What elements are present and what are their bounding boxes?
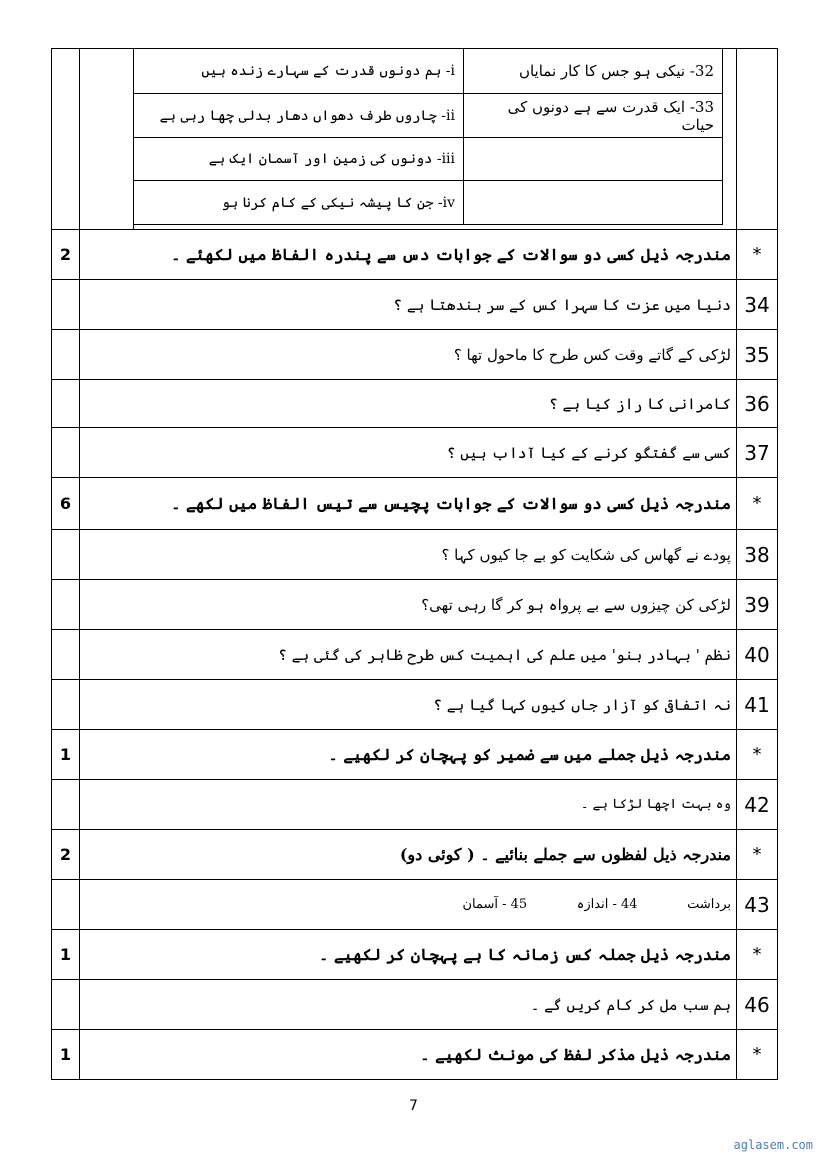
row-q34: دنیا میں عزت کا سہرا کس کے سر بندھتا ہے ؟ 34 — [52, 279, 777, 329]
match-left-1: i- ہم دونوں قدرت کے سہارے زندہ ہیں — [134, 49, 464, 94]
question-table — [51, 48, 778, 1080]
row-q38: پودے نے گھاس کی شکایت کو بے جا کیوں کہا ؟ 38 — [52, 529, 777, 579]
row-q42: وہ بہت اچھا لڑکا ہے ۔ 42 — [52, 779, 777, 829]
row-q35: لڑکی کے گاتے وقت کس طرح کا ماحول تھا ؟ 35 — [52, 329, 777, 379]
row-q39: لڑکی کن چیزوں سے بے پرواہ ہو کر گا رہی تھی؟ 39 — [52, 579, 777, 629]
row-instruction-4: 2 مندرجہ ذیل لفظوں سے جملے بنائیے ۔ ( کوئی دو) * — [52, 829, 777, 879]
row-q43: برداشت 44 - اندازہ 45 - آسمان 43 — [52, 879, 777, 929]
matching-section — [52, 49, 777, 229]
row-q36: کامرانی کا راز کیا ہے ؟ 36 — [52, 379, 777, 427]
row-instruction-1: 2 مندرجہ ذیل کسی دو سوالات کے جوابات دس سے پندرہ الفاظ میں لکھئے ۔ * — [52, 229, 777, 279]
match-left-2: ii- چاروں طرف دھواں دھار بدلی چھا رہی ہے — [134, 94, 464, 138]
match-left-4: iv- جن کا پیشہ نیکی کے کام کرنا ہو — [134, 181, 464, 224]
match-left-3: iii- دونوں کی زمین اور آسمان ایک ہے — [134, 138, 464, 181]
row-instruction-3: 1 مندرجہ ذیل جملے میں سے ضمیر کو پہچان کر لکھیے ۔ * — [52, 729, 777, 779]
row-q40: نظم ' بہادر بنو' میں علم کی اہمیت کس طرح ظاہر کی گئی ہے ؟ 40 — [52, 629, 777, 679]
match-right-1: 32- نیکی ہو جس کا کار نمایاں — [464, 49, 722, 94]
marks-cell — [52, 49, 80, 229]
row-q41: نہ اتفاقی کو آزار جاں کیوں کہا گیا ہے ؟ 41 — [52, 679, 777, 729]
page-number: 7 — [409, 1098, 418, 1114]
match-right-2: 33- ایک قدرت سے ہے دونوں کی حیات — [464, 94, 722, 138]
row-instruction-2: 6 مندرجہ ذیل کسی دو سوالات کے جوابات پچیس سے تیس الفاظ میں لکھے ۔ * — [52, 477, 777, 529]
row-q46: ہم سب مل کر کام کریں گے ۔ 46 — [52, 979, 777, 1029]
watermark: aglasem.com — [733, 1138, 813, 1152]
matching-table — [133, 49, 723, 225]
row-text: مندرجہ ذیل کسی دو سوالات کے جوابات دس سے پندرہ الفاظ میں لکھئے ۔ — [171, 245, 731, 264]
row-instruction-6: 1 مندرجہ ذیل مذکر لفظ کی مونث لکھیے ۔ * — [52, 1029, 777, 1079]
row-q37: کسی سے گفتگو کرنے کے کیا آداب ہیں ؟ 37 — [52, 427, 777, 477]
row-instruction-5: 1 مندرجہ ذیل جملہ کس زمانہ کا ہے پہچان کر لکھیے ۔ * — [52, 929, 777, 979]
